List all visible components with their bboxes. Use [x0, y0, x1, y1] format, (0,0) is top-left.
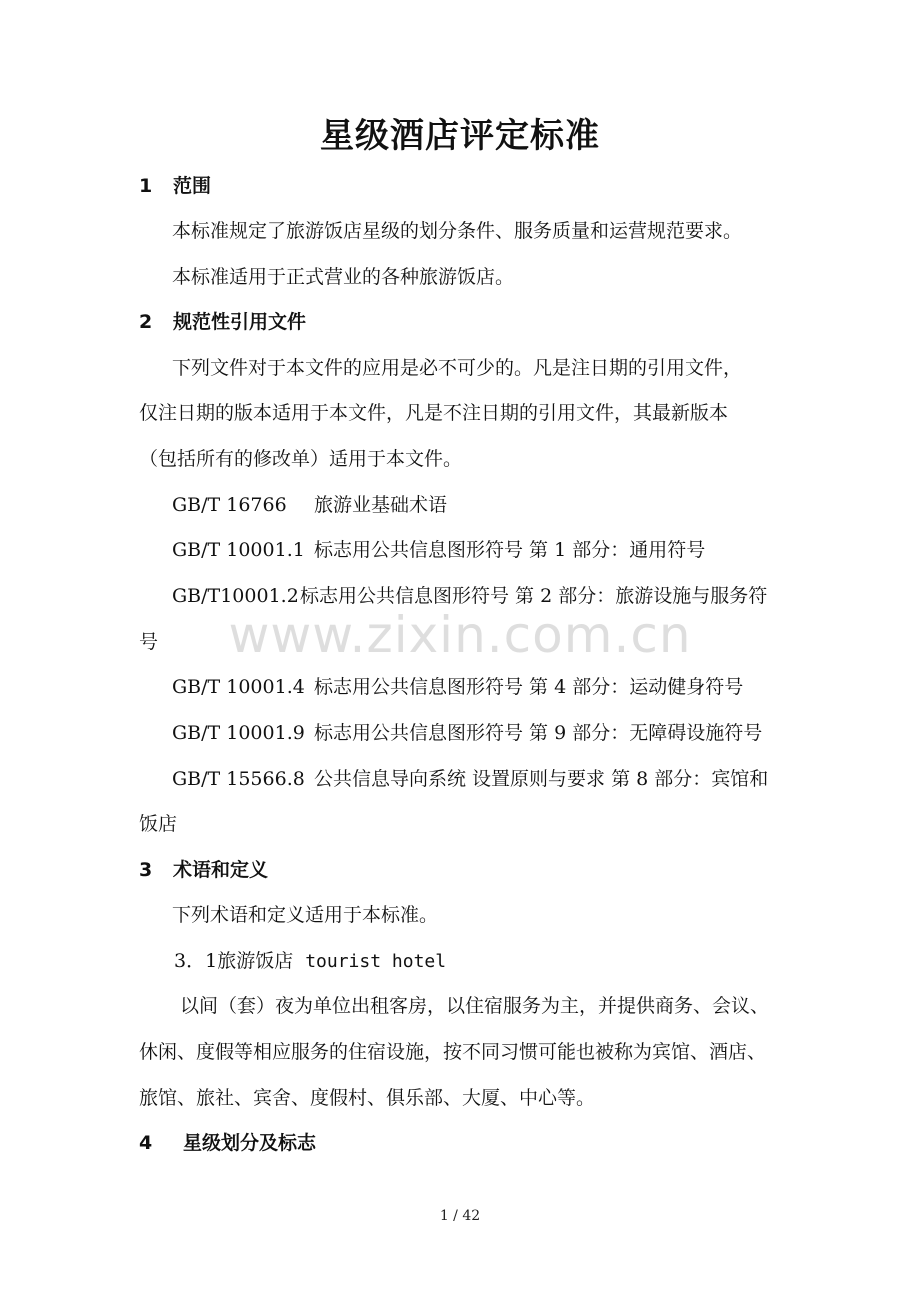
section-number: 3 — [139, 859, 153, 881]
reference-continuation: 饭店 — [139, 813, 178, 835]
page-title: 星级酒店评定标准 — [320, 116, 600, 156]
paragraph: 本标准规定了旅游饭店星级的划分条件、服务质量和运营规范要求。 — [172, 220, 743, 242]
reference-title: 旅游业基础术语 — [314, 494, 448, 516]
section-number: 4 — [139, 1132, 153, 1154]
paragraph: 下列术语和定义适用于本标准。 — [172, 904, 439, 926]
reference-title: 标志用公共信息图形符号 第 1 部分：通用符号 — [314, 539, 706, 561]
reference-item — [172, 719, 762, 747]
section-title: 规范性引用文件 — [173, 311, 307, 333]
paragraph-line: 以间（套）夜为单位出租客房，以住宿服务为主，并提供商务、会议、 — [180, 995, 770, 1017]
reference-code: GB/T 10001.9 — [172, 722, 305, 744]
paragraph-line: （包括所有的修改单）适用于本文件。 — [139, 448, 463, 470]
reference-item — [172, 673, 743, 701]
reference-item — [172, 765, 768, 793]
reference-title: 标志用公共信息图形符号 第 2 部分：旅游设施与服务符 — [300, 585, 768, 607]
term-name: 旅游饭店 — [217, 950, 294, 972]
reference-continuation: 号 — [139, 631, 159, 653]
section-title: 范围 — [173, 175, 212, 197]
reference-item — [172, 491, 447, 519]
section-number: 2 — [139, 311, 153, 333]
paragraph: 本标准适用于正式营业的各种旅游饭店。 — [172, 266, 515, 288]
watermark: www.zixin.com.cn — [228, 606, 692, 664]
reference-item — [172, 536, 705, 564]
reference-title: 标志用公共信息图形符号 第 4 部分：运动健身符号 — [314, 676, 744, 698]
term-heading — [174, 947, 446, 976]
section-heading-3 — [139, 856, 268, 884]
reference-title: 公共信息导向系统 设置原则与要求 第 8 部分：宾馆和 — [314, 768, 769, 790]
reference-code: GB/T10001.2 — [172, 585, 299, 607]
section-title: 术语和定义 — [173, 859, 269, 881]
section-heading-4 — [139, 1129, 316, 1157]
section-heading-1 — [139, 172, 211, 200]
reference-code: GB/T 16766 — [172, 494, 287, 516]
section-heading-2 — [139, 308, 306, 336]
paragraph-line: 下列文件对于本文件的应用是必不可少的。凡是注日期的引用文件， — [172, 357, 743, 379]
paragraph-line: 旅馆、旅社、宾舍、度假村、俱乐部、大厦、中心等。 — [139, 1087, 596, 1109]
reference-code: GB/T 15566.8 — [172, 768, 305, 790]
section-number: 1 — [139, 175, 153, 197]
paragraph-line: 休闲、度假等相应服务的住宿设施，按不同习惯可能也被称为宾馆、酒店、 — [139, 1041, 767, 1063]
page-number: 1 / 42 — [439, 1208, 481, 1224]
paragraph-line: 仅注日期的版本适用于本文件，凡是不注日期的引用文件，其最新版本 — [139, 402, 729, 424]
reference-code: GB/T 10001.4 — [172, 676, 305, 698]
term-number: 3．1 — [174, 950, 218, 972]
term-english: tourist hotel — [305, 951, 447, 972]
reference-title: 标志用公共信息图形符号 第 9 部分：无障碍设施符号 — [314, 722, 763, 744]
reference-code: GB/T 10001.1 — [172, 539, 305, 561]
section-title: 星级划分及标志 — [183, 1132, 317, 1154]
